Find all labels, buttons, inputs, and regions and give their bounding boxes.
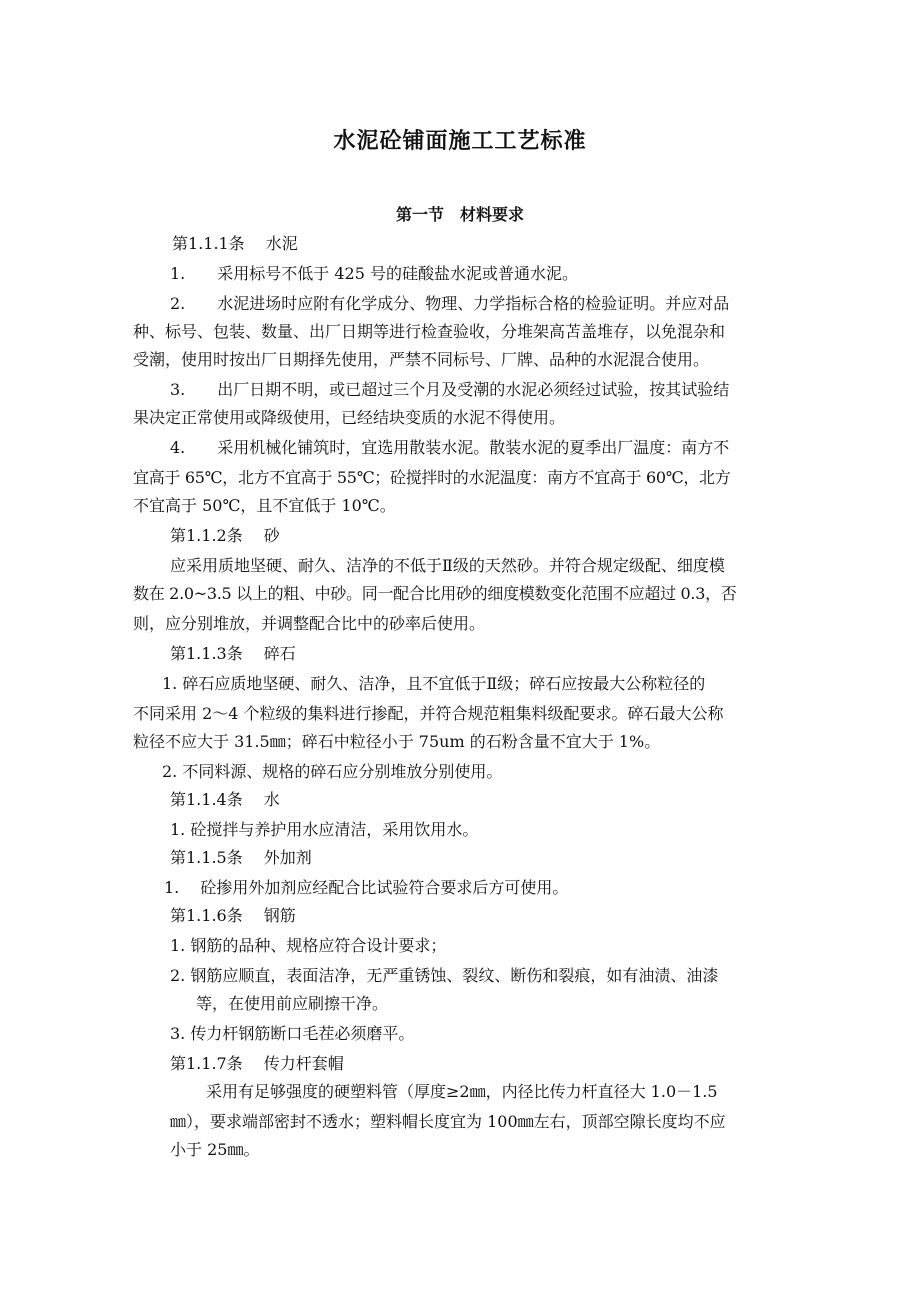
paragraph-line: 1. 钢筋的品种、规格应符合设计要求； (170, 936, 447, 955)
paragraph-line: 2. 钢筋应顺直，表面洁净，无严重锈蚀、裂纹、断伤和裂痕，如有油渍、油漆 (170, 966, 719, 985)
paragraph-line: 应采用质地坚硬、耐久、洁净的不低于Ⅱ级的天然砂。并符合规定级配、细度模 (170, 556, 725, 575)
paragraph-line: ㎜），要求端部密封不透水；塑料帽长度宜为 100㎜左右，顶部空隙长度均不应 (170, 1112, 726, 1131)
clause-heading: 第1.1.5条 外加剂 (170, 848, 312, 867)
paragraph-line: 不同采用 2～4 个粒级的集料进行掺配，并符合规范粗集料级配要求。碎石最大公称 (133, 704, 724, 723)
paragraph-line: 1. 采用标号不低于 425 号的硅酸盐水泥或普通水泥。 (170, 264, 578, 283)
clause-heading: 第1.1.6条 钢筋 (170, 906, 296, 925)
paragraph-line: 1. 碎石应质地坚硬、耐久、洁净，且不宜低于Ⅱ级；碎石应按最大公称粒径的 (162, 674, 706, 693)
clause-heading: 第1.1.4条 水 (170, 790, 280, 809)
paragraph-line: 3. 出厂日期不明，或已超过三个月及受潮的水泥必须经过试验，按其试验结 (170, 380, 730, 399)
paragraph-line: 4. 采用机械化铺筑时，宜选用散装水泥。散装水泥的夏季出厂温度：南方不 (170, 438, 730, 457)
paragraph-line: 数在 2.0~3.5 以上的粗、中砂。同一配合比用砂的细度模数变化范围不应超过 0.3，否 (133, 584, 737, 603)
paragraph-line: 小于 25㎜。 (170, 1140, 260, 1159)
clause-heading: 第1.1.7条 传力杆套帽 (170, 1054, 344, 1073)
paragraph-line: 1. 砼搅拌与养护用水应清洁，采用饮用水。 (170, 820, 479, 839)
paragraph-line: 则，应分别堆放，并调整配合比中的砂率后使用。 (133, 614, 486, 633)
document-title: 水泥砼铺面施工工艺标准 (333, 128, 587, 154)
paragraph-line: 2. 不同料源、规格的碎石应分别堆放分别使用。 (162, 762, 503, 781)
paragraph-line: 受潮，使用时按出厂日期择先使用，严禁不同标号、厂牌、品种的水泥混合使用。 (133, 350, 710, 369)
paragraph-line: 不宜高于 50℃，且不宜低于 10℃。 (133, 496, 396, 515)
paragraph-line: 采用有足够强度的硬塑料管（厚度≥2㎜，内径比传力杆直径大 1.0－1.5 (206, 1082, 718, 1101)
paragraph-line: 1. 砼掺用外加剂应经配合比试验符合要求后方可使用。 (164, 878, 569, 897)
paragraph-line: 等，在使用前应刷擦干净。 (196, 994, 389, 1013)
paragraph-line: 粒径不应大于 31.5㎜；碎石中粒径小于 75um 的石粉含量不宜大于 1%。 (133, 732, 661, 751)
paragraph-line: 果决定正常使用或降级使用，已经结块变质的水泥不得使用。 (133, 408, 566, 427)
paragraph-line: 宜高于 65℃，北方不宜高于 55℃；砼搅拌时的水泥温度：南方不宜高于 60℃，北方 (133, 468, 731, 487)
clause-heading: 第1.1.2条 砂 (170, 526, 280, 545)
clause-heading: 第1.1.1条 水泥 (172, 234, 298, 253)
paragraph-line: 3. 传力杆钢筋断口毛茬必须磨平。 (170, 1024, 415, 1043)
paragraph-line: 种、标号、包装、数量、出厂日期等进行检查验收，分堆架高苫盖堆存，以免混杂和 (133, 322, 726, 341)
section-title: 第一节 材料要求 (395, 205, 524, 224)
clause-heading: 第1.1.3条 碎石 (170, 644, 296, 663)
paragraph-line: 2. 水泥进场时应附有化学成分、物理、力学指标合格的检验证明。并应对品 (170, 294, 730, 313)
